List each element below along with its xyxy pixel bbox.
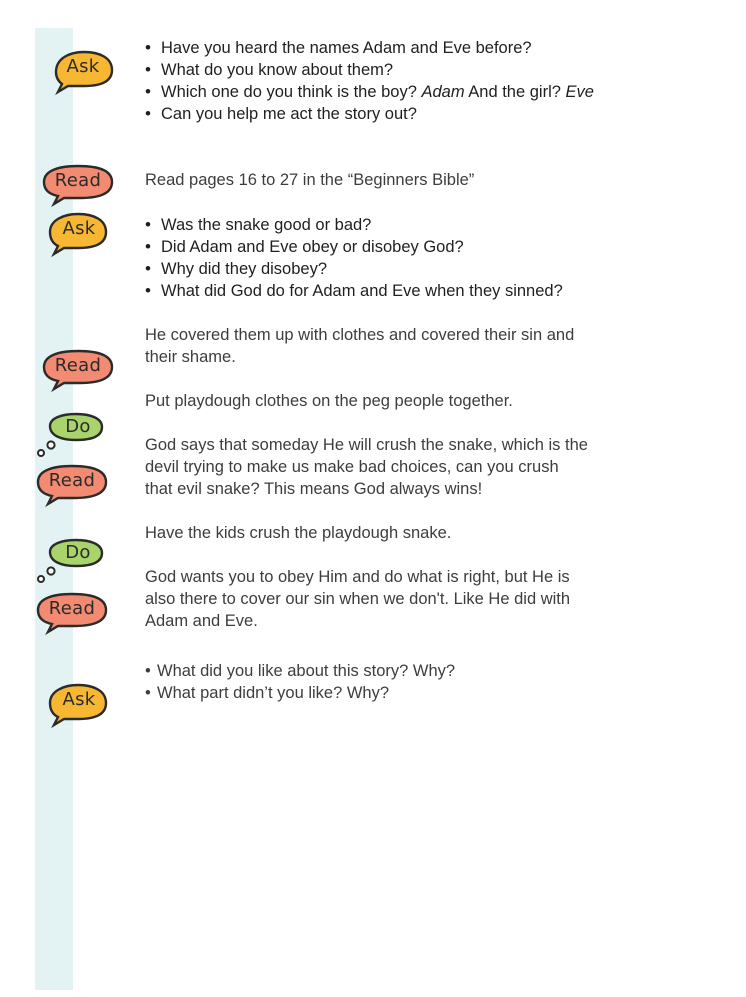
ask-label: Ask <box>66 56 100 78</box>
list-item: • Why did they disobey? <box>145 258 600 280</box>
intro-questions <box>145 37 600 125</box>
do-badge <box>36 410 106 460</box>
do-badge <box>36 536 106 586</box>
do-instruction: Have the kids crush the playdough snake. <box>145 524 452 542</box>
read-paragraph: God says that someday He will crush the snake, which is the devil trying to make us make bad choices, can you crush that evil snake? This means God always wins! <box>145 436 588 498</box>
ask-badge <box>46 210 112 254</box>
list-item: • What part didn’t you like? Why? <box>145 682 600 704</box>
do-instruction: Put playdough clothes on the peg people together. <box>145 392 513 410</box>
list-item: • What do you know about them? <box>145 59 600 81</box>
story-questions <box>145 214 600 302</box>
list-item: • Which one do you think is the boy? Adam And the girl? Eve <box>145 81 600 103</box>
list-item: • What did you like about this story? Why? <box>145 660 600 682</box>
read-badge <box>34 590 110 634</box>
read-label: Read <box>48 598 96 620</box>
ask-badge <box>50 48 116 92</box>
read-instruction: Read pages 16 to 27 in the “Beginners Bible” <box>145 171 475 189</box>
read-badge <box>34 462 110 506</box>
read-label: Read <box>54 355 102 377</box>
list-item: • What did God do for Adam and Eve when they sinned? <box>145 280 600 302</box>
list-item: • Did Adam and Eve obey or disobey God? <box>145 236 600 258</box>
do-label: Do <box>65 416 91 438</box>
answer-text: He covered them up with clothes and covered their sin and their shame. <box>145 326 575 366</box>
ask-badge <box>46 681 112 725</box>
ask-label: Ask <box>62 218 96 240</box>
read-label: Read <box>48 470 96 492</box>
reflection-questions <box>145 660 600 704</box>
list-item: • Was the snake good or bad? <box>145 214 600 236</box>
do-label: Do <box>65 542 91 564</box>
read-label: Read <box>54 170 102 192</box>
read-badge <box>40 162 116 206</box>
read-badge <box>40 347 116 391</box>
list-item: • Can you help me act the story out? <box>145 103 600 125</box>
ask-label: Ask <box>62 689 96 711</box>
read-paragraph: God wants you to obey Him and do what is right, but He is also there to cover our sin when we don't. Like He did with Adam and Eve. <box>145 568 571 630</box>
list-item: • Have you heard the names Adam and Eve before? <box>145 37 600 59</box>
